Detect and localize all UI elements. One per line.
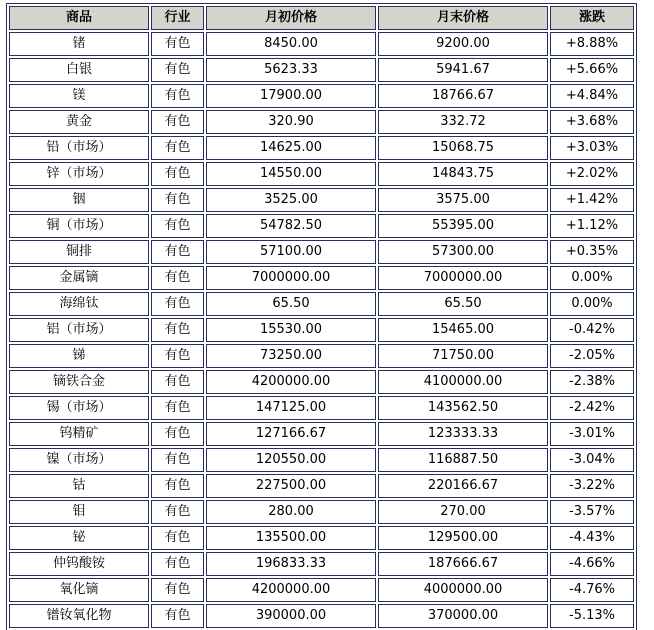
start-price-cell: 120550.00: [206, 448, 376, 472]
table-row: [9, 344, 634, 368]
start-price-cell: 390000.00: [206, 604, 376, 628]
product-cell: 金属镝: [9, 266, 149, 290]
end-price-cell: 332.72: [378, 110, 548, 134]
product-cell: 氧化镝: [9, 578, 149, 602]
industry-cell: 有色: [151, 188, 204, 212]
start-price-cell: 196833.33: [206, 552, 376, 576]
product-cell: 铝（市场）: [9, 318, 149, 342]
change-cell: -2.42%: [550, 396, 634, 420]
product-cell: 仲钨酸铵: [9, 552, 149, 576]
product-cell: 镨钕氧化物: [9, 604, 149, 628]
product-cell: 黄金: [9, 110, 149, 134]
industry-cell: 有色: [151, 214, 204, 238]
product-cell: 钼: [9, 500, 149, 524]
industry-cell: 有色: [151, 136, 204, 160]
change-cell: -3.01%: [550, 422, 634, 446]
table-row: [9, 500, 634, 524]
product-cell: 铜排: [9, 240, 149, 264]
change-cell: -4.43%: [550, 526, 634, 550]
end-price-cell: 71750.00: [378, 344, 548, 368]
change-cell: -3.22%: [550, 474, 634, 498]
end-price-cell: 3575.00: [378, 188, 548, 212]
start-price-cell: 8450.00: [206, 32, 376, 56]
industry-cell: 有色: [151, 578, 204, 602]
change-cell: 0.00%: [550, 292, 634, 316]
product-cell: 锡（市场）: [9, 396, 149, 420]
end-price-cell: 65.50: [378, 292, 548, 316]
change-cell: +5.66%: [550, 58, 634, 82]
industry-cell: 有色: [151, 84, 204, 108]
end-price-cell: 187666.67: [378, 552, 548, 576]
product-cell: 铅（市场）: [9, 136, 149, 160]
start-price-cell: 4200000.00: [206, 370, 376, 394]
end-price-cell: 143562.50: [378, 396, 548, 420]
change-cell: -2.38%: [550, 370, 634, 394]
industry-cell: 有色: [151, 396, 204, 420]
change-cell: -4.76%: [550, 578, 634, 602]
table-row: [9, 58, 634, 82]
product-cell: 锑: [9, 344, 149, 368]
start-price-cell: 5623.33: [206, 58, 376, 82]
table-row: [9, 578, 634, 602]
industry-cell: 有色: [151, 604, 204, 628]
end-price-cell: 15068.75: [378, 136, 548, 160]
start-price-cell: 280.00: [206, 500, 376, 524]
header-cell-product: 商品: [9, 6, 149, 30]
end-price-cell: 370000.00: [378, 604, 548, 628]
table-row: [9, 370, 634, 394]
start-price-cell: 73250.00: [206, 344, 376, 368]
start-price-cell: 127166.67: [206, 422, 376, 446]
industry-cell: 有色: [151, 422, 204, 446]
table-row: [9, 422, 634, 446]
industry-cell: 有色: [151, 552, 204, 576]
end-price-cell: 116887.50: [378, 448, 548, 472]
end-price-cell: 7000000.00: [378, 266, 548, 290]
start-price-cell: 135500.00: [206, 526, 376, 550]
end-price-cell: 5941.67: [378, 58, 548, 82]
product-cell: 锌（市场）: [9, 162, 149, 186]
table-row: [9, 448, 634, 472]
industry-cell: 有色: [151, 370, 204, 394]
product-cell: 镍（市场）: [9, 448, 149, 472]
change-cell: +0.35%: [550, 240, 634, 264]
end-price-cell: 14843.75: [378, 162, 548, 186]
table-row: [9, 240, 634, 264]
product-cell: 铜（市场）: [9, 214, 149, 238]
start-price-cell: 4200000.00: [206, 578, 376, 602]
change-cell: -0.42%: [550, 318, 634, 342]
industry-cell: 有色: [151, 292, 204, 316]
table-row: [9, 32, 634, 56]
product-cell: 镁: [9, 84, 149, 108]
change-cell: -2.05%: [550, 344, 634, 368]
product-cell: 白银: [9, 58, 149, 82]
end-price-cell: 15465.00: [378, 318, 548, 342]
commodity-price-table: [6, 3, 637, 630]
table-row: [9, 604, 634, 628]
industry-cell: 有色: [151, 266, 204, 290]
table-row: [9, 110, 634, 134]
table-row: [9, 292, 634, 316]
change-cell: +3.03%: [550, 136, 634, 160]
header-cell-end_price: 月末价格: [378, 6, 548, 30]
industry-cell: 有色: [151, 240, 204, 264]
start-price-cell: 14625.00: [206, 136, 376, 160]
change-cell: +3.68%: [550, 110, 634, 134]
change-cell: -4.66%: [550, 552, 634, 576]
table-row: [9, 136, 634, 160]
change-cell: +2.02%: [550, 162, 634, 186]
product-cell: 钴: [9, 474, 149, 498]
end-price-cell: 57300.00: [378, 240, 548, 264]
table-row: [9, 84, 634, 108]
change-cell: +1.12%: [550, 214, 634, 238]
start-price-cell: 7000000.00: [206, 266, 376, 290]
start-price-cell: 65.50: [206, 292, 376, 316]
industry-cell: 有色: [151, 162, 204, 186]
product-cell: 镝铁合金: [9, 370, 149, 394]
start-price-cell: 57100.00: [206, 240, 376, 264]
table-row: [9, 214, 634, 238]
table-row: [9, 396, 634, 420]
industry-cell: 有色: [151, 318, 204, 342]
product-cell: 铟: [9, 188, 149, 212]
industry-cell: 有色: [151, 110, 204, 134]
product-cell: 锗: [9, 32, 149, 56]
change-cell: -3.04%: [550, 448, 634, 472]
industry-cell: 有色: [151, 526, 204, 550]
industry-cell: 有色: [151, 448, 204, 472]
change-cell: 0.00%: [550, 266, 634, 290]
industry-cell: 有色: [151, 474, 204, 498]
header-cell-change: 涨跌: [550, 6, 634, 30]
change-cell: -5.13%: [550, 604, 634, 628]
table-row: [9, 552, 634, 576]
start-price-cell: 15530.00: [206, 318, 376, 342]
industry-cell: 有色: [151, 58, 204, 82]
table-row: [9, 162, 634, 186]
table-row: [9, 526, 634, 550]
start-price-cell: 227500.00: [206, 474, 376, 498]
table-row: [9, 474, 634, 498]
end-price-cell: 129500.00: [378, 526, 548, 550]
start-price-cell: 17900.00: [206, 84, 376, 108]
product-cell: 铋: [9, 526, 149, 550]
table-row: [9, 266, 634, 290]
header-row: [9, 6, 634, 30]
change-cell: +4.84%: [550, 84, 634, 108]
change-cell: -3.57%: [550, 500, 634, 524]
header-cell-industry: 行业: [151, 6, 204, 30]
industry-cell: 有色: [151, 500, 204, 524]
start-price-cell: 54782.50: [206, 214, 376, 238]
table-body: [9, 32, 634, 628]
end-price-cell: 270.00: [378, 500, 548, 524]
change-cell: +1.42%: [550, 188, 634, 212]
start-price-cell: 3525.00: [206, 188, 376, 212]
product-cell: 海绵钛: [9, 292, 149, 316]
start-price-cell: 147125.00: [206, 396, 376, 420]
end-price-cell: 55395.00: [378, 214, 548, 238]
change-cell: +8.88%: [550, 32, 634, 56]
industry-cell: 有色: [151, 344, 204, 368]
table-row: [9, 188, 634, 212]
end-price-cell: 18766.67: [378, 84, 548, 108]
end-price-cell: 220166.67: [378, 474, 548, 498]
header-cell-start_price: 月初价格: [206, 6, 376, 30]
end-price-cell: 9200.00: [378, 32, 548, 56]
product-cell: 钨精矿: [9, 422, 149, 446]
industry-cell: 有色: [151, 32, 204, 56]
end-price-cell: 123333.33: [378, 422, 548, 446]
table-row: [9, 318, 634, 342]
start-price-cell: 320.90: [206, 110, 376, 134]
start-price-cell: 14550.00: [206, 162, 376, 186]
end-price-cell: 4000000.00: [378, 578, 548, 602]
end-price-cell: 4100000.00: [378, 370, 548, 394]
